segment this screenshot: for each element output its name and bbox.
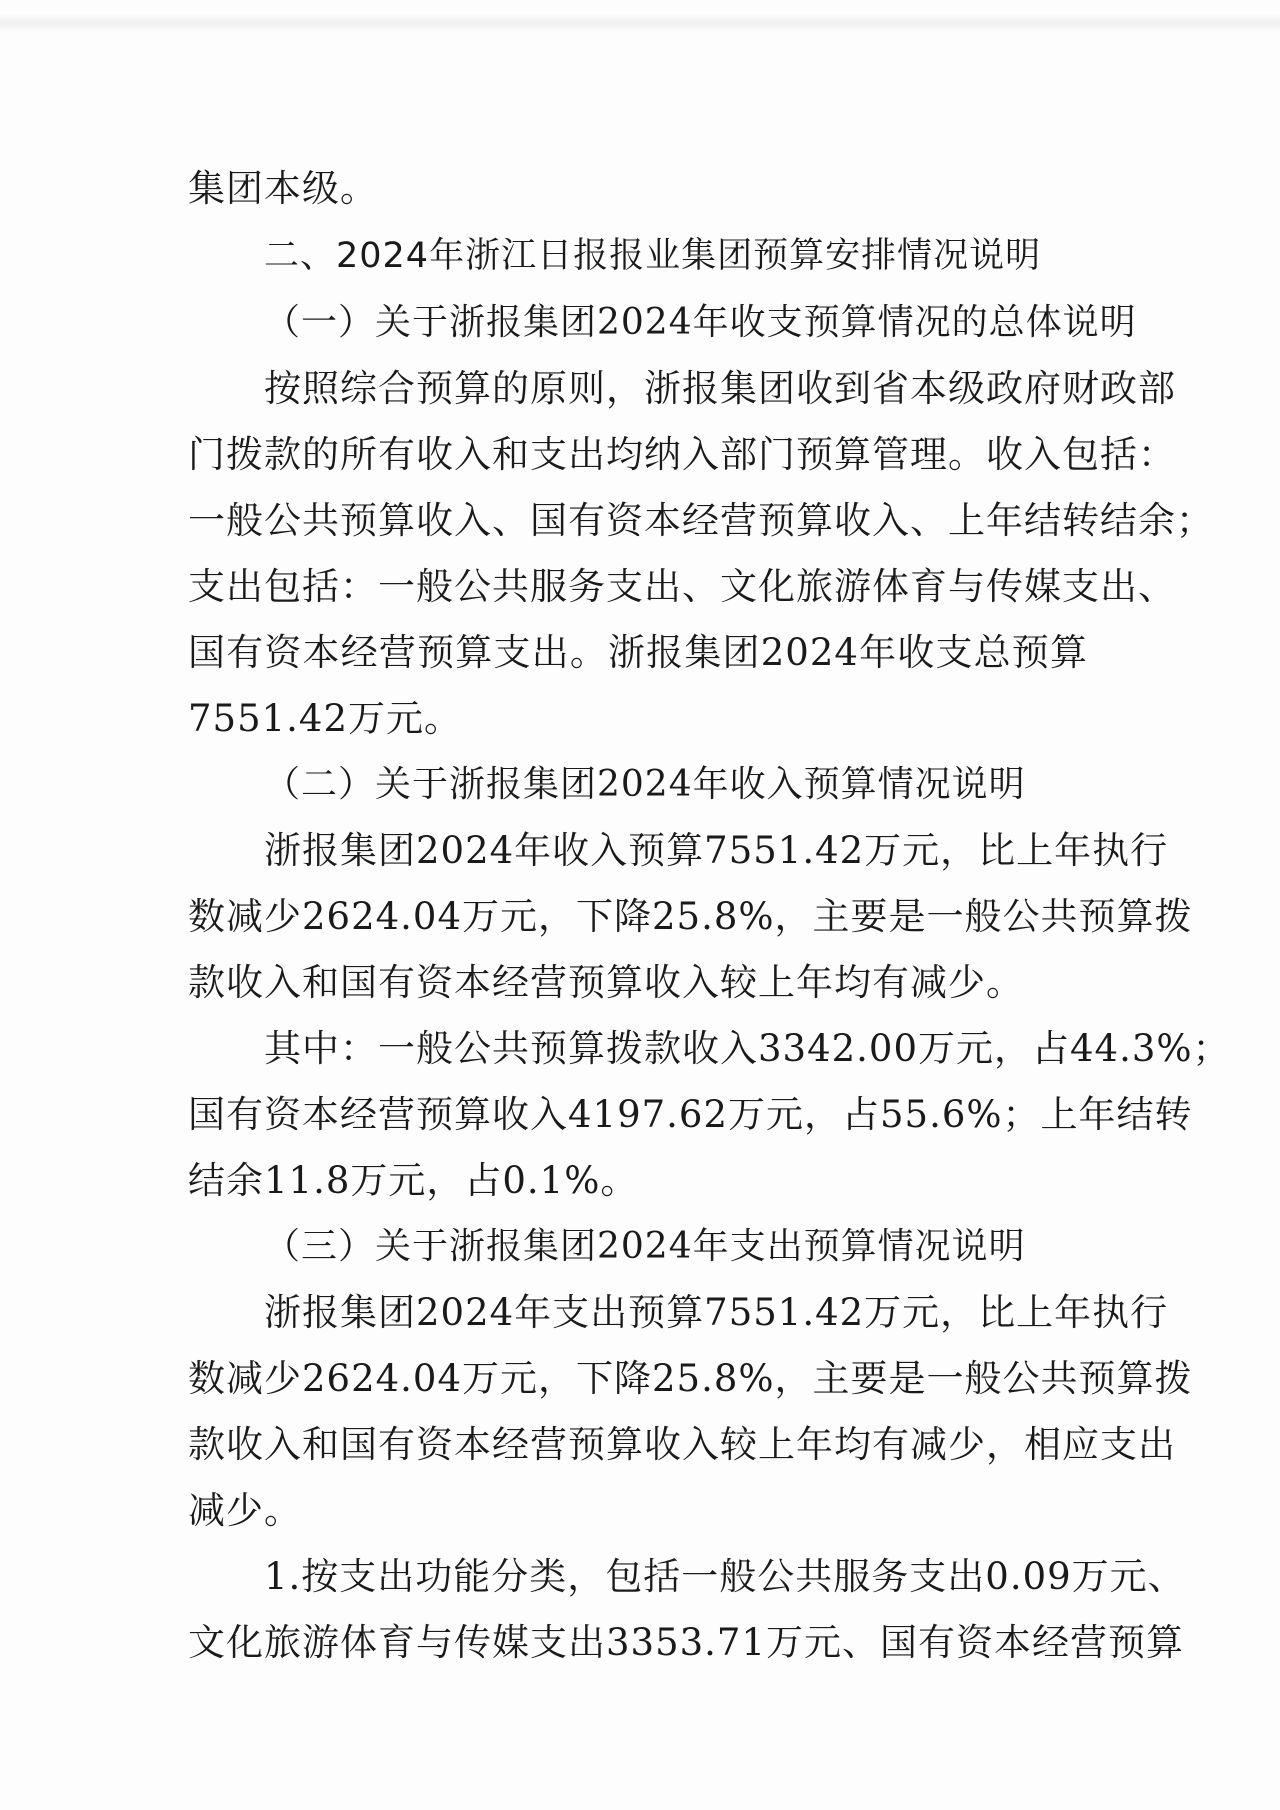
paragraph-line: 款收入和国有资本经营预算收入较上年均有减少。 [188,961,1024,1004]
paragraph-line: 按照综合预算的原则，浙报集团收到省本级政府财政部 [264,367,1176,410]
paragraph-line: 国有资本经营预算收入4197.62万元，占55.6%；上年结转 [188,1093,1193,1136]
paragraph-line: 支出包括：一般公共服务支出、文化旅游体育与传媒支出、 [188,565,1176,608]
paragraph-line: 结余11.8万元，占0.1%。 [188,1159,639,1202]
paragraph-line: 浙报集团2024年收入预算7551.42万元，比上年执行 [264,829,1169,872]
section-heading: 二、2024年浙江日报报业集团预算安排情况说明 [264,236,1042,276]
paragraph-line: 浙报集团2024年支出预算7551.42万元，比上年执行 [264,1291,1169,1334]
scan-shadow [0,14,1280,32]
paragraph-line: 门拨款的所有收入和支出均纳入部门预算管理。收入包括： [188,433,1176,476]
subsection-heading: （三）关于浙报集团2024年支出预算情况说明 [264,1226,1026,1267]
subsection-heading: （一）关于浙报集团2024年收支预算情况的总体说明 [264,302,1137,343]
paragraph-line: 数减少2624.04万元，下降25.8%，主要是一般公共预算拨 [188,895,1193,938]
paragraph-line: 其中：一般公共预算拨款收入3342.00万元，占44.3%； [264,1027,1231,1070]
paragraph-line: 一般公共预算收入、国有资本经营预算收入、上年结转结余； [188,499,1214,542]
paragraph-line: 集团本级。 [188,167,378,210]
paragraph-line: 7551.42万元。 [188,697,463,740]
subsection-heading: （二）关于浙报集团2024年收入预算情况说明 [264,764,1026,805]
paragraph-line: 文化旅游体育与传媒支出3353.71万元、国有资本经营预算 [188,1621,1185,1664]
paragraph-line: 数减少2624.04万元，下降25.8%，主要是一般公共预算拨 [188,1357,1193,1400]
paragraph-line: 国有资本经营预算支出。浙报集团2024年收支总预算 [188,631,1088,674]
paragraph-line: 1.按支出功能分类，包括一般公共服务支出0.09万元、 [264,1555,1186,1598]
paragraph-line: 减少。 [188,1489,302,1532]
document-body [188,167,1231,1664]
paragraph-line: 款收入和国有资本经营预算收入较上年均有减少，相应支出 [188,1423,1176,1466]
